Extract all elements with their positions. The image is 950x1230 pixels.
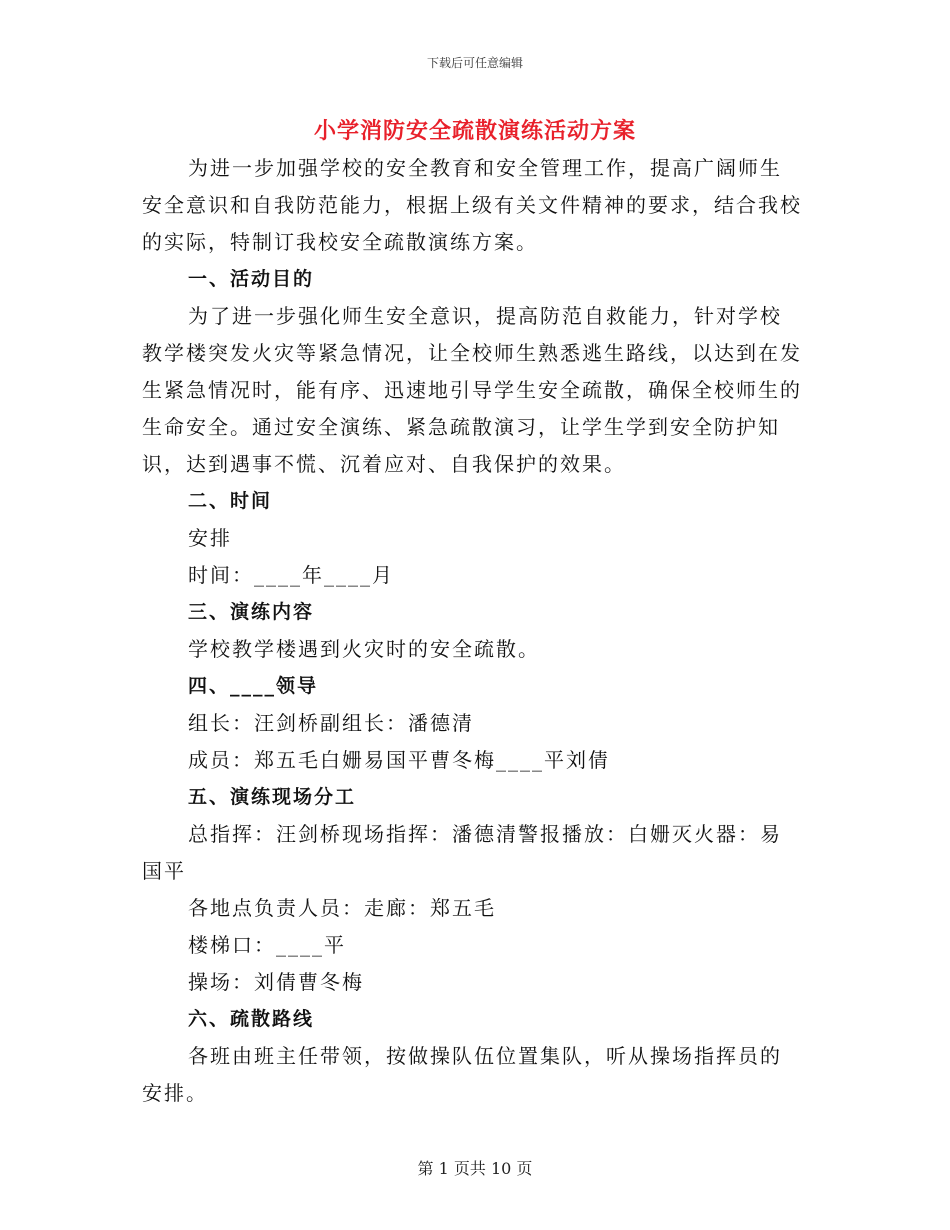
route-paragraph: 各班由班主任带领，按做操队伍位置集队，听从操场指挥员的安排。	[142, 1044, 782, 1105]
time-arrangement-line: 安排	[188, 526, 232, 550]
purpose-paragraph: 为了进一步强化师生安全意识，提高防范自救能力，针对学校教学楼突发火灾等紧急情况，让全校师生熟悉逃生路线，以达到在发生紧急情况时，能有序、迅速地引导学生安全疏散，确保全校师生的生命安全。通过安全演练、紧急疏散演习，让学生学到安全防护知识，达到遇事不慌、沉着应对、自我保护的效果。	[142, 304, 802, 476]
leaders-line: 组长：汪剑桥副组长：潘德清	[188, 711, 474, 735]
time-line: 时间：____年____月	[188, 563, 394, 587]
section-heading-route: 六、疏散路线	[188, 1008, 315, 1030]
page-footer: 第 1 页共 10 页	[417, 1159, 533, 1178]
document-body	[142, 150, 802, 1112]
division-paragraph: 总指挥：汪剑桥现场指挥：潘德清警报播放：白姗灭火器：易国平	[142, 822, 782, 883]
document-title: 小学消防安全疏散演练活动方案	[313, 118, 636, 144]
section-heading-content: 三、演练内容	[188, 601, 315, 623]
section-heading-time: 二、时间	[188, 490, 273, 512]
section-heading-leadership: 四、____领导	[188, 675, 319, 697]
location-responsible-line: 各地点负责人员：走廊：郑五毛	[188, 896, 496, 920]
section-heading-division: 五、演练现场分工	[188, 786, 357, 808]
stairway-line: 楼梯口：____平	[188, 933, 346, 957]
header-note: 下载后可任意编辑	[426, 56, 523, 70]
content-paragraph: 学校教学楼遇到火灾时的安全疏散。	[188, 637, 540, 661]
members-line: 成员：郑五毛白姗易国平曹冬梅____平刘倩	[188, 748, 610, 772]
playground-line: 操场：刘倩曹冬梅	[188, 970, 364, 994]
intro-paragraph: 为进一步加强学校的安全教育和安全管理工作，提高广阔师生安全意识和自我防范能力，根据上级有关文件精神的要求，结合我校的实际，特制订我校安全疏散演练方案。	[142, 156, 802, 254]
section-heading-purpose: 一、活动目的	[188, 268, 315, 290]
